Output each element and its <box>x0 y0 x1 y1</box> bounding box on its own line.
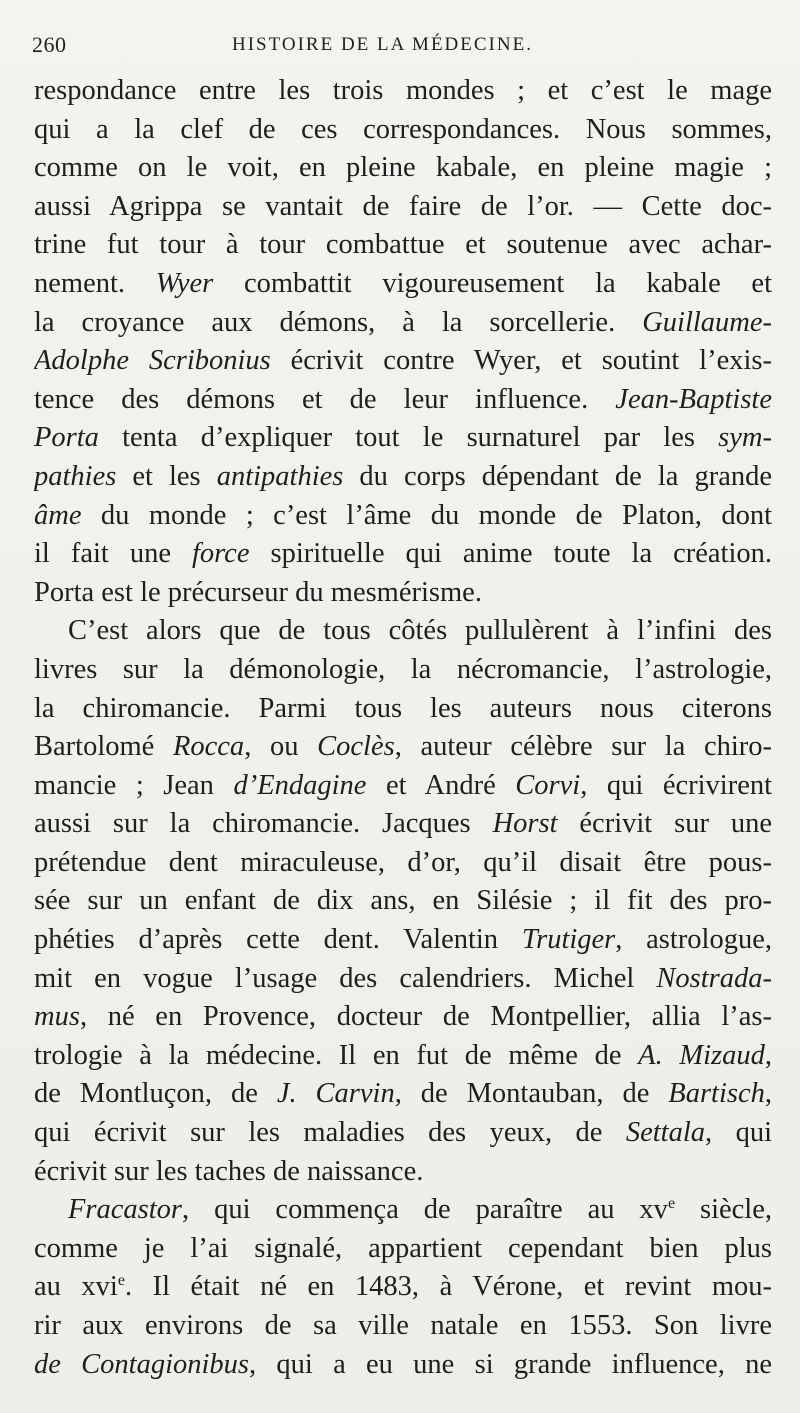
text-run: aussi sur la chiromancie. Jacques <box>34 808 493 840</box>
italic-text: de Contagionibus <box>34 1348 250 1380</box>
text-run: , auteur célèbre sur la chiro- <box>394 731 772 763</box>
text-run: tence des démons et de leur influence. <box>34 383 616 415</box>
text-line <box>34 1153 772 1192</box>
text-line <box>34 651 772 690</box>
text-run: et les <box>116 460 217 492</box>
text-run: au xvi <box>34 1271 118 1303</box>
italic-text: antipathies <box>216 460 344 492</box>
text-run: prétendue dent miraculeuse, d’or, qu’il disait être pous- <box>34 846 772 878</box>
italic-text: pathies <box>34 460 117 492</box>
text-run: livres sur la démonologie, la nécromancie, l’astrologie, <box>34 653 772 685</box>
text-run: sée sur un enfant de dix ans, en Silésie ; il fit des pro- <box>34 885 772 917</box>
italic-text: âme <box>34 499 82 531</box>
italic-text: sym- <box>718 422 772 454</box>
running-head <box>32 28 760 62</box>
text-line <box>34 612 772 651</box>
text-line <box>34 998 772 1037</box>
italic-text: Jean-Baptiste <box>615 383 772 415</box>
text-run: , <box>764 1078 772 1110</box>
text-run: , astrologue, <box>615 924 772 956</box>
text-run: nement. <box>34 267 156 299</box>
text-run: écrivit contre Wyer, et soutint l’exis- <box>270 345 772 377</box>
text-run: aussi Agrippa se vantait de faire de l’or. — Cette doc- <box>34 190 772 222</box>
body-text <box>34 72 772 1384</box>
italic-text: Rocca <box>172 731 245 763</box>
text-line <box>34 1191 772 1230</box>
text-line <box>34 1307 772 1346</box>
text-line <box>34 188 772 227</box>
text-run: qui a la clef de ces correspondances. Nous sommes, <box>34 113 772 145</box>
italic-text: force <box>191 538 250 570</box>
text-run: écrivit sur les taches de naissance. <box>34 1155 424 1187</box>
text-line <box>34 226 772 265</box>
text-line <box>34 767 772 806</box>
text-run: il fait une <box>34 538 192 570</box>
text-run: , qui a eu une si grande influence, ne <box>249 1348 772 1380</box>
text-run: , qui <box>705 1117 772 1149</box>
text-line <box>34 1075 772 1114</box>
text-run: , ou <box>244 731 318 763</box>
text-line <box>34 921 772 960</box>
italic-text: Nostrada- <box>656 962 772 994</box>
italic-text: Adolphe Scribonius <box>34 345 271 377</box>
superscript: e <box>667 1195 676 1213</box>
text-run: du monde ; c’est l’âme du monde de Platon, dont <box>81 499 772 531</box>
text-run: mit en vogue l’usage des calendriers. Michel <box>34 962 657 994</box>
italic-text: Coclès <box>317 731 395 763</box>
superscript: e <box>117 1272 125 1290</box>
text-run: , <box>764 1039 772 1071</box>
text-line <box>34 728 772 767</box>
text-line <box>34 1268 772 1307</box>
text-line <box>34 1346 772 1385</box>
text-run: écrivit sur une <box>557 808 772 840</box>
text-run: combattit vigoureusement la kabale et <box>213 267 772 299</box>
text-run: , qui commença de paraître au xv <box>182 1194 668 1226</box>
text-line <box>34 497 772 536</box>
text-line <box>34 458 772 497</box>
text-line <box>34 690 772 729</box>
text-line <box>34 844 772 883</box>
text-line <box>34 1037 772 1076</box>
text-line <box>34 960 772 999</box>
text-line <box>34 419 772 458</box>
italic-text: Wyer <box>155 267 214 299</box>
text-run: comme on le voit, en pleine kabale, en pleine magie ; <box>34 152 772 184</box>
text-run: trine fut tour à tour combattue et soutenue avec achar- <box>34 229 772 261</box>
italic-text: Corvi <box>515 769 581 801</box>
text-run: Porta est le précurseur du mesmérisme. <box>34 576 482 608</box>
italic-text: A. Mizaud <box>638 1039 765 1071</box>
text-line <box>34 1114 772 1153</box>
italic-text: Fracastor <box>68 1194 182 1226</box>
italic-text: Guillaume- <box>642 306 772 338</box>
italic-text: Trutiger <box>521 924 616 956</box>
italic-text: Porta <box>34 422 99 454</box>
text-run: rir aux environs de sa ville natale en 1553. Son livre <box>34 1310 772 1341</box>
text-line <box>34 342 772 381</box>
text-run: trologie à la médecine. Il en fut de même de <box>34 1039 639 1071</box>
text-run: qui écrivit sur les maladies des yeux, de <box>34 1117 626 1149</box>
text-run: et André <box>366 769 516 801</box>
text-line <box>34 304 772 343</box>
text-run: mancie ; Jean <box>34 769 234 801</box>
page-number: 260 <box>32 32 67 57</box>
text-run: comme je l’ai signalé, appartient cependant bien plus <box>34 1232 772 1264</box>
text-line <box>34 111 772 150</box>
text-line <box>34 265 772 304</box>
text-line <box>34 535 772 574</box>
text-run: respondance entre les trois mondes ; et c’est le mage <box>34 75 772 106</box>
text-run: , né en Provence, docteur de Montpellier, allia l’as- <box>79 1001 772 1033</box>
italic-text: mus <box>34 1001 80 1033</box>
text-run: du corps dépendant de la grande <box>343 460 772 492</box>
text-run: C’est alors que de tous côtés pullulèrent à l’infini des <box>68 615 772 647</box>
text-line <box>34 1230 772 1269</box>
text-line <box>34 72 772 111</box>
text-run: de Montluçon, de <box>34 1078 277 1110</box>
text-run: phéties d’après cette dent. Valentin <box>34 924 522 956</box>
text-run: , qui écrivirent <box>580 769 772 801</box>
italic-text: Settala <box>625 1117 706 1149</box>
text-run: tenta d’expliquer tout le surnaturel par les <box>98 422 719 454</box>
italic-text: Bartisch <box>668 1078 765 1110</box>
text-line <box>34 381 772 420</box>
text-line <box>34 805 772 844</box>
text-run: spirituelle qui anime toute la création. <box>249 538 772 570</box>
text-line <box>34 574 772 613</box>
text-run: la chiromancie. Parmi tous les auteurs nous citerons <box>34 692 772 724</box>
italic-text: J. Carvin <box>276 1078 395 1110</box>
text-run: la croyance aux démons, à la sorcellerie. <box>34 306 643 338</box>
running-title: HISTOIRE DE LA MÉDECINE. <box>232 34 533 55</box>
text-line <box>34 149 772 188</box>
text-run: , de Montauban, de <box>394 1078 669 1110</box>
italic-text: Horst <box>492 808 558 840</box>
text-run: . Il était né en 1483, à Vérone, et revint mou- <box>124 1271 772 1303</box>
text-run: siècle, <box>675 1194 772 1226</box>
text-run: Bartolomé <box>34 731 173 763</box>
italic-text: d’Endagine <box>233 769 367 801</box>
text-line <box>34 882 772 921</box>
